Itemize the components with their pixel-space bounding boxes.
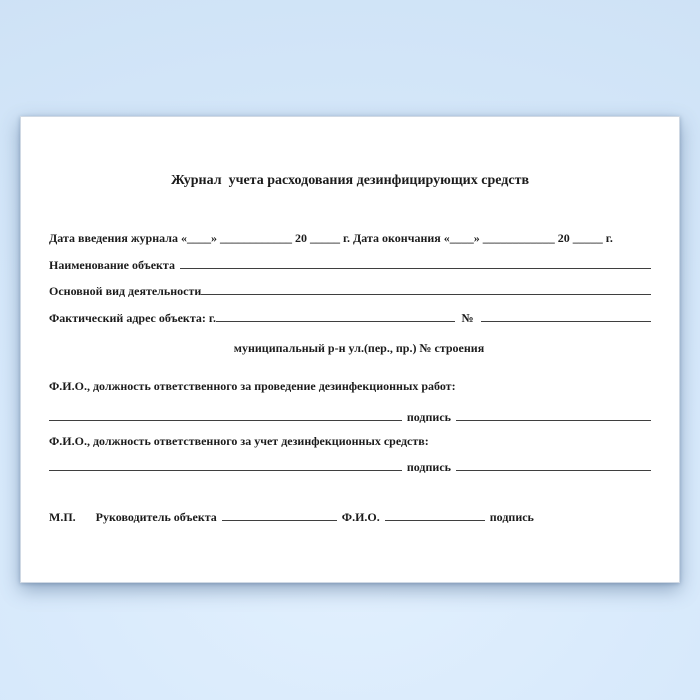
- signature-blank-1: [456, 420, 651, 421]
- address-caption: муниципальный р-н ул.(пер., пр.) № строения: [233, 341, 485, 355]
- signature-row-1: [49, 410, 651, 425]
- address-number-blank: [481, 321, 651, 322]
- date-row: [49, 231, 651, 246]
- signature-blank-2: [456, 470, 651, 471]
- responsible-disinfection-name-blank: [49, 420, 402, 421]
- fio-blank: [385, 520, 485, 521]
- responsible-disinfection-label: Ф.И.О., должность ответственного за проведение дезинфекционных работ:: [49, 379, 456, 393]
- signature-label-1: подпись: [406, 410, 451, 424]
- head-name-blank: [222, 520, 337, 521]
- footer-signature-label: подпись: [489, 510, 534, 524]
- date-line-text: Дата введения журнала «____» ____________ 20 _____ г. Дата окончания «____» ____________ 20 _____ г.: [49, 231, 613, 245]
- address-caption-row: [49, 326, 651, 371]
- responsible-disinfection-row: [49, 379, 651, 394]
- footer-row: [49, 510, 651, 525]
- object-name-row: [49, 258, 651, 273]
- address-number-sign: №: [461, 311, 474, 325]
- document-page: [20, 116, 680, 583]
- signature-row-2: [49, 460, 651, 475]
- responsible-accounting-label: Ф.И.О., должность ответственного за учет дезинфекционных средств:: [49, 434, 429, 448]
- document-title: Журнал учета расходования дезинфицирующих средств: [170, 173, 530, 188]
- object-name-blank: [180, 268, 651, 269]
- head-label: Руководитель объекта: [95, 510, 217, 524]
- signature-label-2: подпись: [406, 460, 451, 474]
- activity-row: [49, 284, 651, 299]
- responsible-accounting-row: [49, 434, 651, 449]
- address-city-blank: [216, 321, 455, 322]
- activity-label: Основной вид деятельности: [49, 284, 202, 298]
- address-row: [49, 311, 651, 326]
- object-name-label: Наименование объекта: [49, 258, 175, 272]
- responsible-accounting-name-blank: [49, 470, 402, 471]
- fio-label: Ф.И.О.: [341, 510, 380, 524]
- activity-blank: [201, 294, 651, 295]
- address-label: Фактический адрес объекта: г.: [49, 311, 216, 325]
- stamp-label: М.П.: [49, 510, 76, 524]
